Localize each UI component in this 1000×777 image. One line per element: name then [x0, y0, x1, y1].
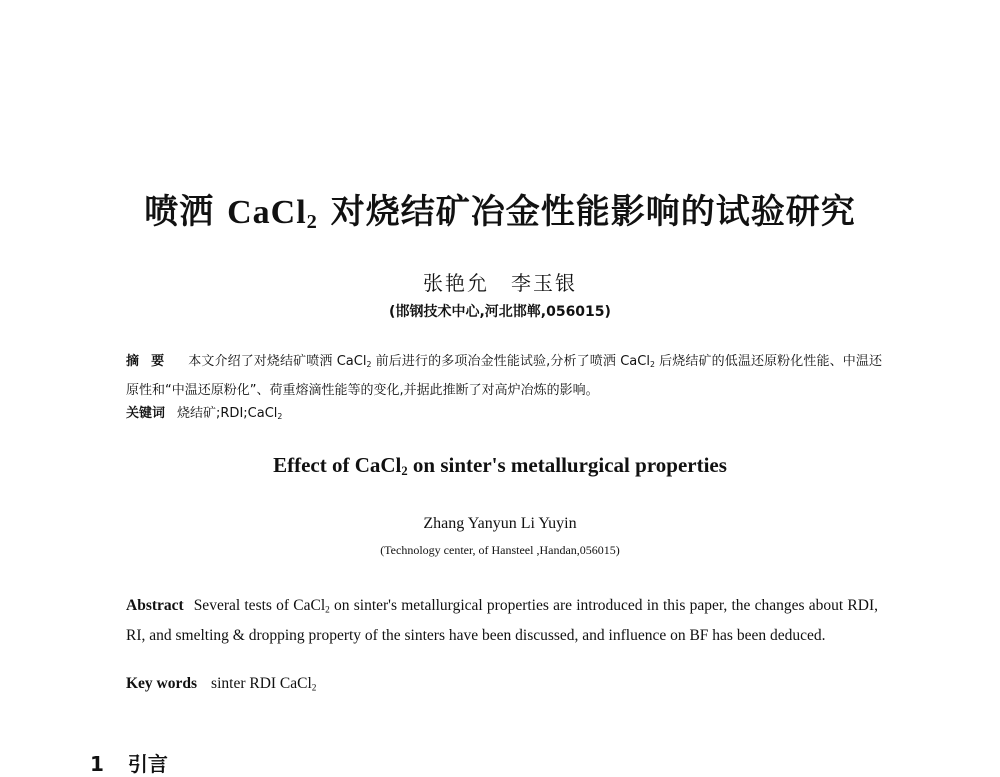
chinese-abstract-text-3: 后烧结矿的低温还原粉化性能、中温还原性和“中温还原粉化”、荷重熔滴性能等的变化,并据此推断了对高炉冶炼的影响。: [126, 354, 882, 398]
chinese-abstract-subscript-2: 2: [649, 359, 655, 369]
english-keywords-subscript: 2: [311, 683, 317, 694]
chinese-abstract-subscript-1: 2: [366, 359, 372, 369]
chinese-abstract: [126, 349, 882, 404]
chinese-title-formula: [227, 194, 318, 234]
section-title: 引言: [127, 752, 168, 776]
chinese-affiliation: (邯钢技术中心,河北邯郸,056015): [389, 304, 611, 320]
english-title-subscript: 2: [401, 464, 408, 479]
chinese-keywords: [126, 402, 282, 421]
chinese-author-1: 张艳允: [423, 271, 489, 295]
chinese-abstract-text-2: 前后进行的多项冶金性能试验,分析了喷洒 CaCl: [371, 354, 650, 369]
english-abstract-subscript: 2: [325, 605, 330, 616]
english-keywords-text: sinter RDI CaCl: [211, 675, 312, 692]
chinese-title-prefix: 喷洒: [144, 192, 228, 232]
chinese-abstract-label: 摘要: [126, 354, 177, 369]
english-abstract-text-2: on sinter's metallurgical properties are introduced in this paper, the changes about RDI, RI, and smelting & dropping property of the sinters have been discussed, and influence on BF has been deduced.: [126, 597, 878, 645]
section-heading: [90, 748, 168, 777]
chinese-keywords-subscript: 2: [277, 411, 283, 421]
chinese-keywords-text: 烧结矿;RDI;CaCl: [177, 406, 278, 421]
english-abstract-label: Abstract: [126, 597, 184, 614]
english-abstract: [126, 593, 878, 649]
chinese-title-suffix: 对烧结矿冶金性能影响的试验研究: [317, 192, 856, 232]
english-abstract-text-1: Several tests of CaCl: [193, 597, 326, 614]
chinese-title: [0, 184, 1000, 234]
chinese-author-2: 李玉银: [511, 271, 577, 295]
chinese-title-formula-base: CaCl: [227, 194, 307, 231]
section-number: 1: [90, 752, 104, 776]
english-title: [0, 453, 1000, 479]
english-title-prefix: Effect of CaCl: [273, 453, 402, 477]
english-affiliation: (Technology center, of Hansteel ,Handan,056015): [380, 543, 620, 557]
english-keywords: [126, 675, 316, 693]
chinese-keywords-label: 关键词: [126, 406, 166, 421]
english-title-suffix: on sinter's metallurgical properties: [407, 453, 727, 477]
english-keywords-label: Key words: [126, 675, 198, 692]
chinese-authors: [0, 267, 1000, 296]
chinese-title-formula-subscript: 2: [306, 211, 318, 234]
chinese-abstract-text-1: 本文介绍了对烧结矿喷洒 CaCl: [188, 354, 367, 369]
english-authors: Zhang Yanyun Li Yuyin: [423, 515, 577, 532]
